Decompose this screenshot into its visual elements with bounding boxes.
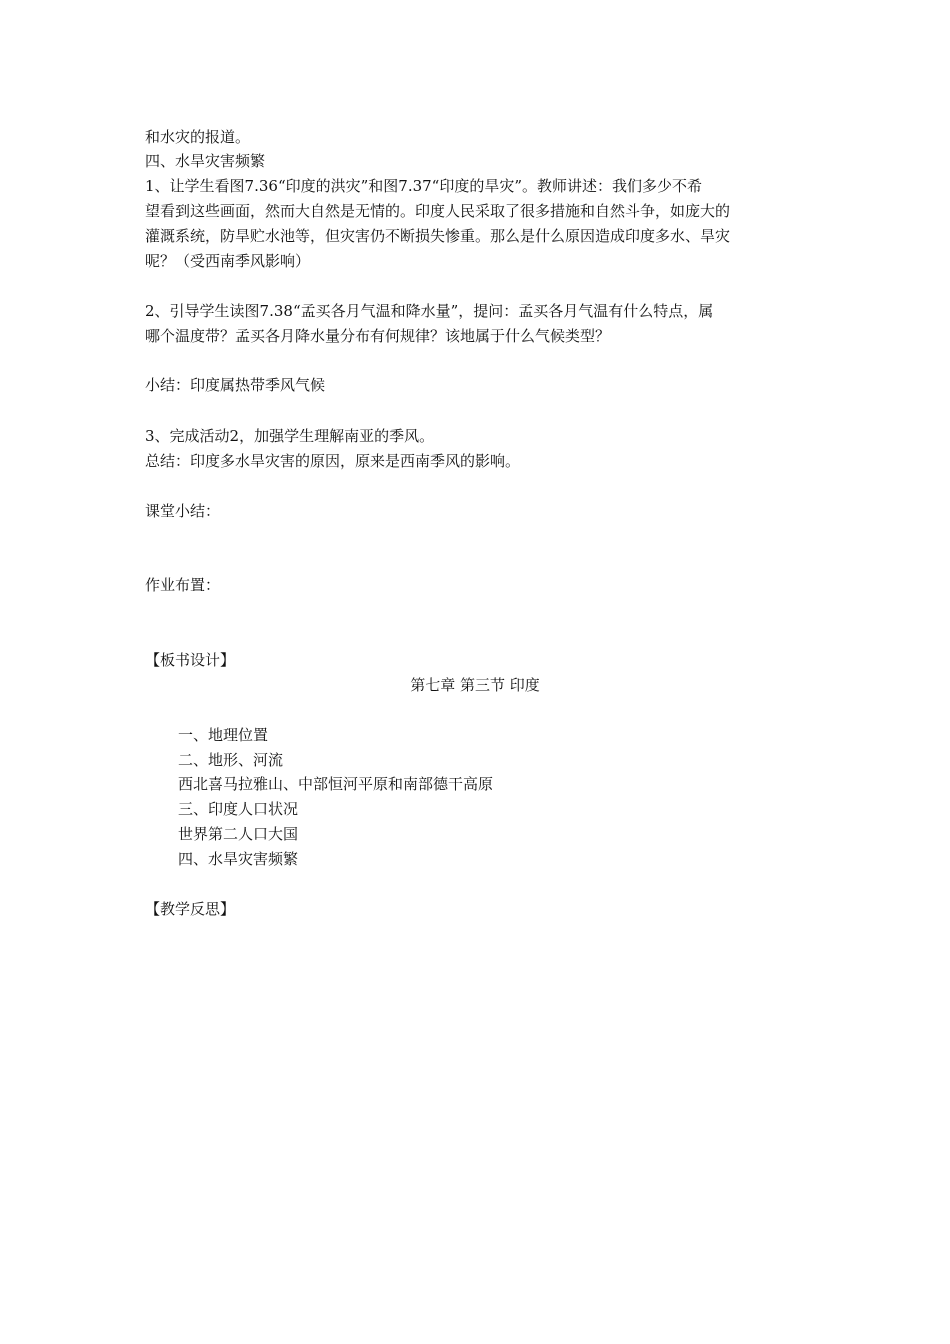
board-design-heading: 【板书设计】 bbox=[145, 651, 236, 669]
text-line: 望看到这些画面，然而大自然是无情的。印度人民采取了很多措施和自然斗争，如庞大的 bbox=[145, 202, 731, 220]
teaching-reflection-heading: 【教学反思】 bbox=[145, 900, 236, 918]
text-line: 灌溉系统，防旱贮水池等，但灾害仍不断损失惨重。那么是什么原因造成印度多水、旱灾 bbox=[145, 227, 731, 245]
section-heading: 四、水旱灾害频繁 bbox=[145, 152, 266, 170]
board-title: 第七章 第三节 印度 bbox=[410, 676, 540, 694]
class-summary-label: 课堂小结： bbox=[145, 502, 221, 520]
conclusion-line: 总结：印度多水旱灾害的原因，原来是西南季风的影响。 bbox=[145, 452, 521, 470]
text-line: 和水灾的报道。 bbox=[145, 128, 251, 146]
text-line: 1、让学生看图7.36“印度的洪灾”和图7.37“印度的旱灾”。教师讲述：我们多少不希 bbox=[145, 177, 703, 195]
text-line: 3、完成活动2，加强学生理解南亚的季风。 bbox=[145, 427, 435, 445]
board-item: 三、印度人口状况 bbox=[178, 800, 299, 818]
board-item: 世界第二人口大国 bbox=[178, 825, 299, 843]
board-item: 四、水旱灾害频繁 bbox=[178, 850, 299, 868]
board-item: 西北喜马拉雅山、中部恒河平原和南部德干高原 bbox=[178, 775, 494, 793]
board-item: 一、地理位置 bbox=[178, 726, 269, 744]
homework-label: 作业布置： bbox=[145, 576, 221, 594]
text-line: 2、引导学生读图7.38“孟买各月气温和降水量”，提问：孟买各月气温有什么特点，属 bbox=[145, 302, 714, 320]
text-line: 呢？（受西南季风影响） bbox=[145, 252, 311, 270]
text-line: 哪个温度带？孟买各月降水量分布有何规律？该地属于什么气候类型？ bbox=[145, 327, 611, 345]
board-item: 二、地形、河流 bbox=[178, 751, 284, 769]
summary-line: 小结：印度属热带季风气候 bbox=[145, 376, 326, 394]
